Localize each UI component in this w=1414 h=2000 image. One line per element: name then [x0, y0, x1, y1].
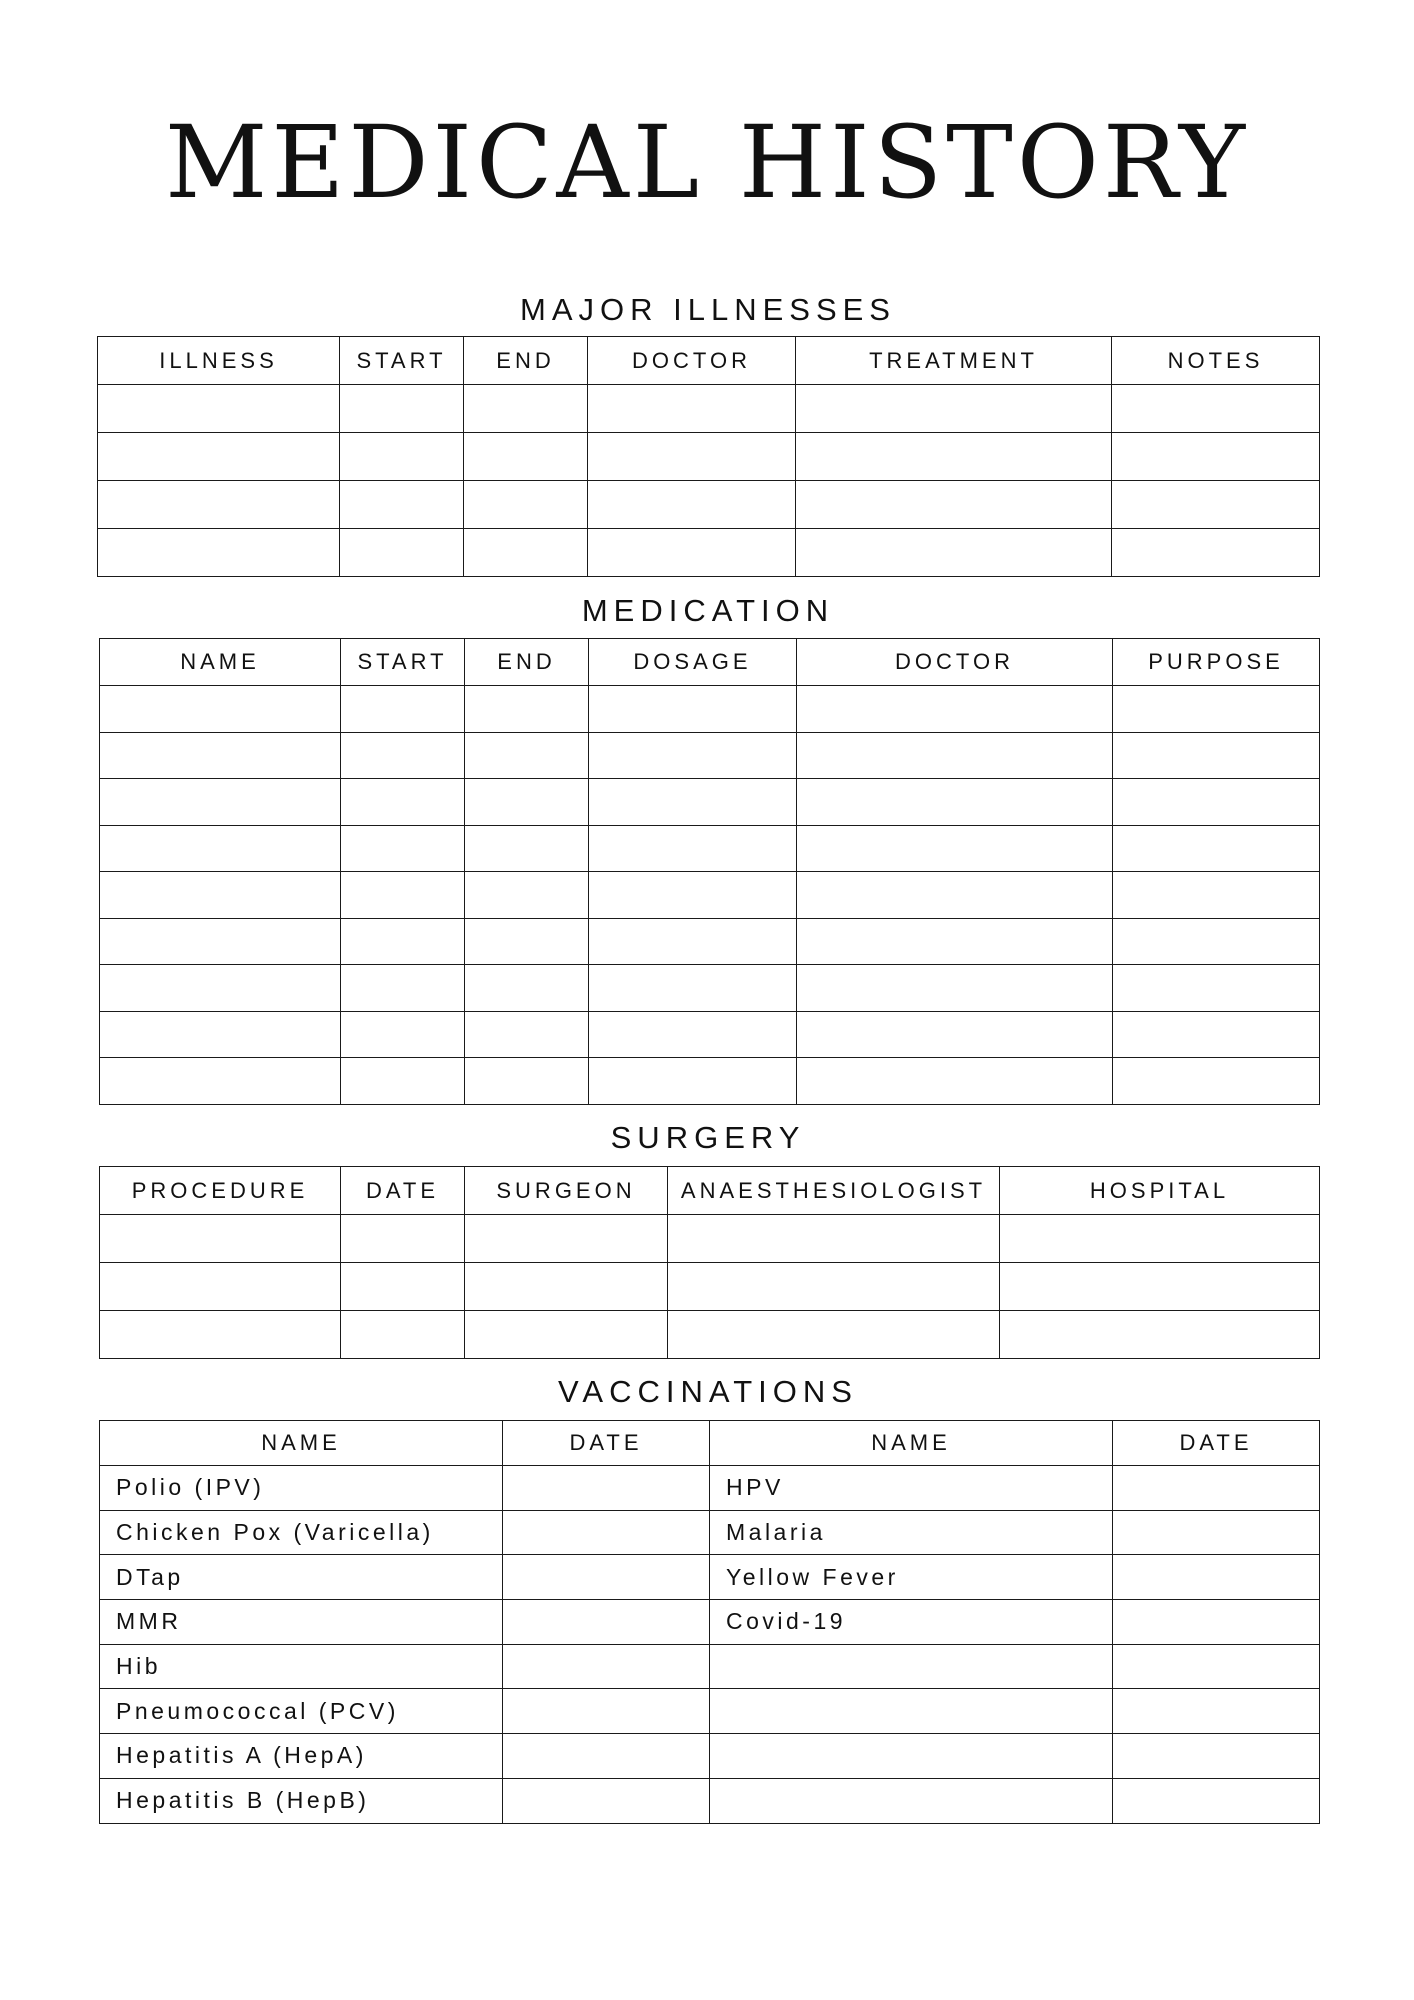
blank-entry-cell[interactable] — [1113, 918, 1320, 965]
vaccine-name-cell — [710, 1734, 1113, 1779]
vaccine-name-cell: Hib — [100, 1644, 503, 1689]
blank-entry-cell[interactable] — [796, 529, 1112, 577]
vaccine-name-cell — [710, 1778, 1113, 1823]
blank-entry-cell[interactable] — [588, 529, 796, 577]
table-row — [98, 529, 1320, 577]
blank-entry-cell[interactable] — [589, 732, 797, 779]
blank-entry-cell[interactable] — [465, 918, 589, 965]
blank-entry-cell[interactable] — [98, 481, 340, 529]
blank-entry-cell[interactable] — [465, 1058, 589, 1105]
blank-entry-cell[interactable] — [340, 385, 464, 433]
blank-entry-cell[interactable] — [465, 872, 589, 919]
blank-entry-cell[interactable] — [100, 1215, 341, 1263]
blank-entry-cell[interactable] — [1112, 385, 1320, 433]
column-header-name: NAME — [100, 639, 341, 686]
column-header-date: DATE — [1113, 1421, 1320, 1466]
vaccine-name-cell — [710, 1644, 1113, 1689]
blank-entry-cell[interactable] — [465, 825, 589, 872]
column-header-doctor: DOCTOR — [588, 337, 796, 385]
blank-entry-cell[interactable] — [797, 732, 1113, 779]
vaccine-date-cell[interactable] — [1113, 1734, 1320, 1779]
column-header-start: START — [341, 639, 465, 686]
column-header-hospital: HOSPITAL — [1000, 1167, 1320, 1215]
column-header-doctor: DOCTOR — [797, 639, 1113, 686]
vaccine-name-cell — [710, 1689, 1113, 1734]
blank-entry-cell[interactable] — [1113, 1011, 1320, 1058]
blank-entry-cell[interactable] — [98, 529, 340, 577]
blank-entry-cell[interactable] — [465, 1215, 668, 1263]
blank-entry-cell[interactable] — [100, 918, 341, 965]
vaccine-date-cell[interactable] — [1113, 1466, 1320, 1511]
blank-entry-cell[interactable] — [796, 385, 1112, 433]
vaccine-name-cell: Polio (IPV) — [100, 1466, 503, 1511]
column-header-date: DATE — [503, 1421, 710, 1466]
table-row — [100, 1510, 1320, 1555]
blank-entry-cell[interactable] — [1113, 872, 1320, 919]
blank-entry-cell[interactable] — [589, 918, 797, 965]
table-row — [100, 1058, 1320, 1105]
blank-entry-cell[interactable] — [797, 1011, 1113, 1058]
surgery-body — [100, 1215, 1320, 1359]
vaccine-date-cell[interactable] — [503, 1555, 710, 1600]
blank-entry-cell[interactable] — [341, 825, 465, 872]
blank-entry-cell[interactable] — [98, 385, 340, 433]
column-header-notes: NOTES — [1112, 337, 1320, 385]
medication-table — [99, 638, 1320, 1105]
blank-entry-cell[interactable] — [1113, 686, 1320, 733]
blank-entry-cell[interactable] — [464, 529, 588, 577]
medication-heading: MEDICATION — [581, 593, 835, 628]
surgery-heading: SURGERY — [610, 1120, 806, 1155]
column-header-start: START — [340, 337, 464, 385]
vaccine-date-cell[interactable] — [503, 1734, 710, 1779]
blank-entry-cell[interactable] — [100, 1011, 341, 1058]
column-header-illness: ILLNESS — [98, 337, 340, 385]
vaccine-name-cell: HPV — [710, 1466, 1113, 1511]
blank-entry-cell[interactable] — [465, 1263, 668, 1311]
column-header-purpose: PURPOSE — [1113, 639, 1320, 686]
column-header-name: NAME — [710, 1421, 1113, 1466]
blank-entry-cell[interactable] — [100, 1058, 341, 1105]
blank-entry-cell[interactable] — [797, 1058, 1113, 1105]
table-row — [100, 1689, 1320, 1734]
blank-entry-cell[interactable] — [341, 918, 465, 965]
blank-entry-cell[interactable] — [341, 1311, 465, 1359]
blank-entry-cell[interactable] — [465, 1011, 589, 1058]
blank-entry-cell[interactable] — [589, 965, 797, 1012]
vaccinations-body — [100, 1466, 1320, 1824]
vaccine-date-cell[interactable] — [1113, 1510, 1320, 1555]
blank-entry-cell[interactable] — [341, 1011, 465, 1058]
blank-entry-cell[interactable] — [1113, 779, 1320, 826]
vaccine-date-cell[interactable] — [503, 1600, 710, 1645]
table-row — [98, 385, 1320, 433]
blank-entry-cell[interactable] — [100, 825, 341, 872]
table-row — [100, 1011, 1320, 1058]
column-header-surgeon: SURGEON — [465, 1167, 668, 1215]
blank-entry-cell[interactable] — [341, 1263, 465, 1311]
table-row — [100, 1215, 1320, 1263]
table-row — [98, 433, 1320, 481]
blank-entry-cell[interactable] — [797, 918, 1113, 965]
column-header-date: DATE — [341, 1167, 465, 1215]
surgery-header-row — [100, 1167, 1320, 1215]
blank-entry-cell[interactable] — [797, 779, 1113, 826]
column-header-procedure: PROCEDURE — [100, 1167, 341, 1215]
blank-entry-cell[interactable] — [589, 686, 797, 733]
blank-entry-cell[interactable] — [341, 1058, 465, 1105]
blank-entry-cell[interactable] — [668, 1215, 1000, 1263]
blank-entry-cell[interactable] — [465, 686, 589, 733]
blank-entry-cell[interactable] — [588, 385, 796, 433]
blank-entry-cell[interactable] — [465, 732, 589, 779]
column-header-name: NAME — [100, 1421, 503, 1466]
vaccine-date-cell[interactable] — [503, 1510, 710, 1555]
blank-entry-cell[interactable] — [100, 1311, 341, 1359]
blank-entry-cell[interactable] — [589, 872, 797, 919]
vaccine-date-cell[interactable] — [503, 1778, 710, 1823]
major-illnesses-body — [98, 385, 1320, 577]
table-row — [100, 1644, 1320, 1689]
column-header-end: END — [465, 639, 589, 686]
blank-entry-cell[interactable] — [100, 872, 341, 919]
table-row — [100, 1311, 1320, 1359]
blank-entry-cell[interactable] — [100, 686, 341, 733]
blank-entry-cell[interactable] — [1112, 481, 1320, 529]
blank-entry-cell[interactable] — [340, 529, 464, 577]
vaccine-name-cell: Pneumococcal (PCV) — [100, 1689, 503, 1734]
table-row — [100, 918, 1320, 965]
blank-entry-cell[interactable] — [465, 1311, 668, 1359]
blank-entry-cell[interactable] — [464, 385, 588, 433]
blank-entry-cell[interactable] — [341, 779, 465, 826]
major-illnesses-heading: MAJOR ILLNESSES — [520, 292, 896, 327]
blank-entry-cell[interactable] — [589, 779, 797, 826]
column-header-end: END — [464, 337, 588, 385]
blank-entry-cell[interactable] — [797, 686, 1113, 733]
table-row — [100, 1600, 1320, 1645]
page-title: MEDICAL HISTORY — [164, 104, 1250, 221]
blank-entry-cell[interactable] — [796, 481, 1112, 529]
vaccinations-heading: VACCINATIONS — [558, 1374, 858, 1409]
blank-entry-cell[interactable] — [100, 732, 341, 779]
vaccine-date-cell[interactable] — [1113, 1555, 1320, 1600]
blank-entry-cell[interactable] — [589, 1011, 797, 1058]
blank-entry-cell[interactable] — [797, 872, 1113, 919]
table-row — [100, 825, 1320, 872]
medication-body — [100, 686, 1320, 1105]
blank-entry-cell[interactable] — [465, 779, 589, 826]
medication-header-row — [100, 639, 1320, 686]
blank-entry-cell[interactable] — [1113, 965, 1320, 1012]
vaccine-date-cell[interactable] — [1113, 1689, 1320, 1734]
blank-entry-cell[interactable] — [100, 1263, 341, 1311]
blank-entry-cell[interactable] — [1112, 529, 1320, 577]
table-row — [100, 1734, 1320, 1779]
table-row — [100, 1263, 1320, 1311]
blank-entry-cell[interactable] — [1000, 1263, 1320, 1311]
blank-entry-cell[interactable] — [341, 965, 465, 1012]
vaccine-name-cell: DTap — [100, 1555, 503, 1600]
vaccine-date-cell[interactable] — [503, 1466, 710, 1511]
table-row — [100, 965, 1320, 1012]
blank-entry-cell[interactable] — [589, 825, 797, 872]
vaccine-name-cell: Chicken Pox (Varicella) — [100, 1510, 503, 1555]
vaccine-date-cell[interactable] — [503, 1644, 710, 1689]
table-row — [100, 1466, 1320, 1511]
blank-entry-cell[interactable] — [464, 481, 588, 529]
blank-entry-cell[interactable] — [1000, 1311, 1320, 1359]
column-header-anaesthesiologist: ANAESTHESIOLOGIST — [668, 1167, 1000, 1215]
table-row — [100, 1778, 1320, 1823]
column-header-dosage: DOSAGE — [589, 639, 797, 686]
blank-entry-cell[interactable] — [797, 825, 1113, 872]
blank-entry-cell[interactable] — [1113, 732, 1320, 779]
blank-entry-cell[interactable] — [465, 965, 589, 1012]
table-row — [98, 481, 1320, 529]
blank-entry-cell[interactable] — [1112, 433, 1320, 481]
blank-entry-cell[interactable] — [464, 433, 588, 481]
vaccine-date-cell[interactable] — [1113, 1600, 1320, 1645]
major-illnesses-header-row — [98, 337, 1320, 385]
vaccine-name-cell: Yellow Fever — [710, 1555, 1113, 1600]
blank-entry-cell[interactable] — [588, 481, 796, 529]
vaccine-date-cell[interactable] — [1113, 1644, 1320, 1689]
vaccine-name-cell: Hepatitis B (HepB) — [100, 1778, 503, 1823]
blank-entry-cell[interactable] — [1113, 1058, 1320, 1105]
vaccine-name-cell: MMR — [100, 1600, 503, 1645]
table-row — [100, 1555, 1320, 1600]
blank-entry-cell[interactable] — [589, 1058, 797, 1105]
blank-entry-cell[interactable] — [341, 872, 465, 919]
vaccine-date-cell[interactable] — [503, 1689, 710, 1734]
blank-entry-cell[interactable] — [668, 1263, 1000, 1311]
blank-entry-cell[interactable] — [340, 481, 464, 529]
table-row — [100, 732, 1320, 779]
blank-entry-cell[interactable] — [100, 779, 341, 826]
surgery-table — [99, 1166, 1320, 1359]
vaccine-name-cell: Covid-19 — [710, 1600, 1113, 1645]
major-illnesses-table — [97, 336, 1320, 577]
blank-entry-cell[interactable] — [100, 965, 341, 1012]
table-row — [100, 872, 1320, 919]
table-row — [100, 686, 1320, 733]
vaccinations-header-row — [100, 1421, 1320, 1466]
blank-entry-cell[interactable] — [668, 1311, 1000, 1359]
blank-entry-cell[interactable] — [340, 433, 464, 481]
blank-entry-cell[interactable] — [341, 686, 465, 733]
vaccinations-table — [99, 1420, 1320, 1824]
vaccine-name-cell: Malaria — [710, 1510, 1113, 1555]
blank-entry-cell[interactable] — [797, 965, 1113, 1012]
blank-entry-cell[interactable] — [98, 433, 340, 481]
blank-entry-cell[interactable] — [341, 732, 465, 779]
column-header-treatment: TREATMENT — [796, 337, 1112, 385]
vaccine-date-cell[interactable] — [1113, 1778, 1320, 1823]
blank-entry-cell[interactable] — [1113, 825, 1320, 872]
blank-entry-cell[interactable] — [588, 433, 796, 481]
table-row — [100, 779, 1320, 826]
vaccine-name-cell: Hepatitis A (HepA) — [100, 1734, 503, 1779]
blank-entry-cell[interactable] — [796, 433, 1112, 481]
blank-entry-cell[interactable] — [341, 1215, 465, 1263]
blank-entry-cell[interactable] — [1000, 1215, 1320, 1263]
